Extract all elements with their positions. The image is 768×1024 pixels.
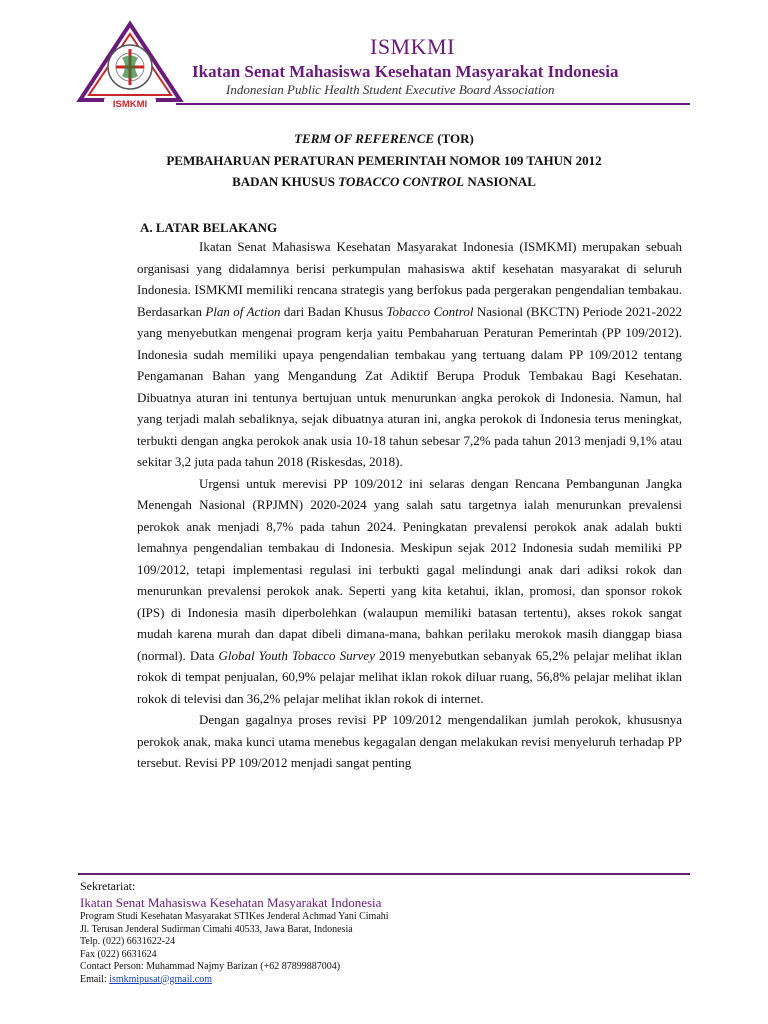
footer-program: Program Studi Kesehatan Masyarakat STIKes Jenderal Achmad Yani Cimahi [80,911,389,922]
header-divider [176,103,690,105]
title-line-1: TERM OF REFERENCE (TOR) [294,131,474,146]
footer-secretariat-label: Sekretariat: [80,879,136,893]
svg-text:ISMKMI: ISMKMI [112,99,148,110]
footer-email-row: Email: ismkmipusat@gmail.com [80,973,212,985]
org-full-name: Ikatan Senat Mahasiswa Kesehatan Masyarakat Indonesia [192,62,619,81]
footer-fax: Fax (022) 6631624 [80,948,157,960]
section-heading: A. LATAR BELAKANG [140,220,278,235]
paragraph-2: Urgensi untuk merevisi PP 109/2012 ini selaras dengan Rencana Pembangunan Jangka Menengah Nasional (RPJMN) 2020-2024 yang salah satu targetnya ialah menurunkan prevalensi perokok anak menjadi 8,7% pada tahun 2024. Peningkatan prevalensi perokok anak adalah bukti lemahnya pengendalian tembakau di Indonesia. Meskipun sejak 2012 Indonesia sudah memiliki PP 109/2012, tetapi implementasi regulasi ini terbukti gagal melindungi anak dari adiksi rokok dan menurunkan prevalensi perokok anak. Seperti yang kita ketahui, iklan, promosi, dan sponsor rokok (IPS) di Indonesia masih diperbolehkan (walaupun memiliki batasan tertentu), akses rokok sangat mudah karena murah dan dapat dibeli dimana-mana, bahkan perilaku merokok masih dianggap biasa (normal). Data Global Youth Tobacco Survey 2019 menyebutkan sebanyak 65,2% pelajar melihat iklan rokok di tempat penjualan, 60,9% pelajar melihat iklan rokok diluar ruang, 56,8% pelajar melihat iklan rokok di televisi dan 36,2% pelajar melihat iklan rokok di internet. [137,475,682,706]
ismkmi-logo [74,20,186,110]
org-short-name: ISMKMI [370,34,455,59]
email-link[interactable]: ismkmipusat@gmail.com [109,973,212,985]
title-line-3: BADAN KHUSUS TOBACCO CONTROL NASIONAL [232,174,536,189]
footer-phone: Telp. (022) 6631622-24 [80,936,176,947]
paragraph-3: Dengan gagalnya proses revisi PP 109/2012 mengendalikan jumlah perokok, khususnya perokok anak, maka kunci utama menebus kegagalan dengan melakukan revisi menyeluruh terhadap PP tersebut. Revisi PP 109/2012 menjadi sangat penting [137,712,682,770]
footer [80,879,680,986]
title-line-2: PEMBAHARUAN PERATURAN PEMERINTAH NOMOR 109 TAHUN 2012 [166,152,602,168]
org-english-name: Indonesian Public Health Student Executive Board Association [226,82,555,97]
document-title [100,128,668,193]
document-body [137,236,682,774]
footer-contact: Contact Person: Muhammad Najmy Barizan (+62 87899887004) [80,961,341,972]
footer-address: Jl. Terusan Jenderal Sudirman Cimahi 40533, Jawa Barat, Indonesia [80,923,353,935]
paragraph-1: Ikatan Senat Mahasiswa Kesehatan Masyarakat Indonesia (ISMKMI) merupakan sebuah organisasi yang didalamnya berisi perkumpulan mahasiswa aktif kesehatan masyarakat di seluruh Indonesia. ISMKMI memiliki rencana strategis yang berfokus pada pergerakan pengendalian tembakau. Berdasarkan Plan of Action dari Badan Khusus Tobacco Control Nasional (BKCTN) Periode 2021-2022 yang menyebutkan mengenai program kerja yaitu Pembaharuan Peraturan Pemerintah (PP 109/2012). Indonesia sudah memiliki upaya pengendalian tembakau yang tertuang dalam PP 109/2012 tentang Pengamanan Bahan yang Mengandung Zat Adiktif Berupa Produk Tembakau Bagi Kesehatan. Dibuatnya aturan ini tentunya bertujuan untuk menurunkan angka perokok di Indonesia. Namun, hal yang terjadi malah sebaliknya, sejak dibuatnya aturan ini, angka perokok di Indonesia terus meningkat, terbukti dengan angka perokok anak usia 10-18 tahun sebesar 7,2% pada tahun 2013 menjadi 9,1% atau sekitar 3,2 juta pada tahun 2018 (Riskesdas, 2018). [137,239,682,469]
footer-divider [78,873,690,875]
footer-org-name: Ikatan Senat Mahasiswa Kesehatan Masyarakat Indonesia [80,895,382,910]
